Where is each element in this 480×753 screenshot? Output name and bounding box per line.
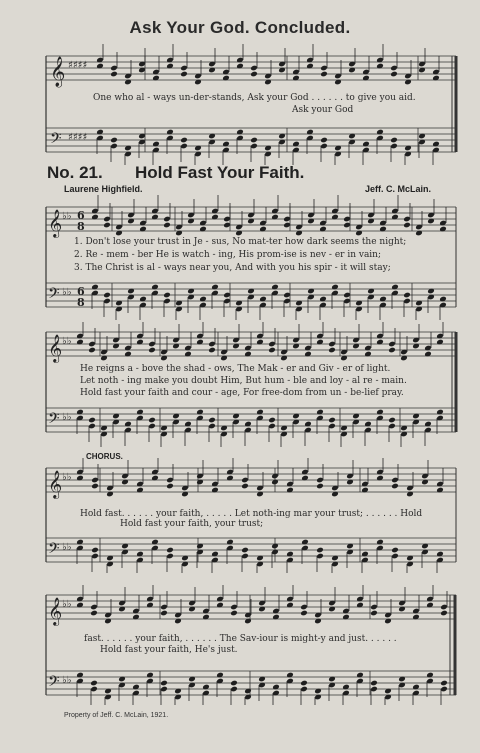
note-head <box>148 417 156 424</box>
note-head <box>110 137 118 144</box>
note-head <box>88 417 96 424</box>
svg-text:♭♭: ♭♭ <box>62 472 72 483</box>
svg-text:♭♭: ♭♭ <box>62 542 72 553</box>
note-head <box>163 292 171 299</box>
svg-text:𝄢: 𝄢 <box>48 410 60 431</box>
note-head <box>440 680 448 687</box>
note-head <box>440 610 448 617</box>
hymn-title: Hold Fast Your Faith. <box>135 163 305 182</box>
verse1-lyric-2: 2. Re - mem - ber He is watch - ing, His prom-ise is nev - er in vain; <box>74 250 382 260</box>
note-head <box>388 347 396 354</box>
note-head <box>268 347 276 354</box>
note-head <box>370 610 378 617</box>
chorus-label: CHORUS. <box>86 452 123 461</box>
note-head <box>250 71 258 78</box>
concluded-title: Ask Your God. Concluded. <box>129 18 351 37</box>
note-head <box>391 483 399 490</box>
composer-credit: Jeff. C. McLain. <box>365 184 432 194</box>
svg-text:8: 8 <box>77 296 85 309</box>
note-head <box>90 610 98 617</box>
verse1-lyric-3: 3. The Christ is al - ways near you, And with you his spir - it will stay; <box>74 263 391 273</box>
top-lyric-line-2: Ask your God <box>292 105 354 115</box>
note-head <box>208 417 216 424</box>
chorus1-lyric-lower: Hold fast your faith, your trust; <box>120 519 264 529</box>
note-head <box>370 680 378 687</box>
note-head <box>163 222 171 229</box>
note-head <box>250 137 258 144</box>
note-head <box>208 347 216 354</box>
svg-text:♭♭: ♭♭ <box>62 412 72 423</box>
note-head <box>300 680 308 687</box>
svg-text:♭♭: ♭♭ <box>62 599 72 610</box>
verse1-lyric-1: 1. Don't lose your trust in Je - sus, No mat-ter how dark seems the night; <box>74 237 407 247</box>
verse2-lyric-3: Hold fast your faith and cour - age, For free-dom from un - be-lief pray. <box>80 388 404 398</box>
note-head <box>91 483 99 490</box>
chorus1-lyric-upper: Hold fast. . . . . . your faith, . . . . . Let noth-ing mar your trust; . . . . . . Hold <box>80 509 423 519</box>
svg-text:6: 6 <box>77 285 85 298</box>
note-head <box>268 417 276 424</box>
note-head <box>103 292 111 299</box>
note-head <box>320 137 328 144</box>
verse2-lyric-2: Let noth - ing make you doubt Him, But hum - ble and loy - al re - main. <box>80 376 407 386</box>
svg-text:𝄞: 𝄞 <box>50 57 66 87</box>
note-head <box>391 547 399 554</box>
copyright-footer: Property of Jeff. C. McLain, 1921. <box>64 712 169 719</box>
svg-text:𝄞: 𝄞 <box>48 470 63 498</box>
svg-text:6: 6 <box>77 209 85 222</box>
svg-text:𝄞: 𝄞 <box>48 209 63 237</box>
svg-text:♭♭: ♭♭ <box>62 336 72 347</box>
top-lyric-line-1: One who al - ways un-der-stands, Ask your God . . . . . . to give you aid. <box>93 93 416 103</box>
note-head <box>403 222 411 229</box>
note-head <box>316 547 324 554</box>
note-head <box>148 347 156 354</box>
verse2-lyric-1: He reigns a - bove the shad - ows, The Mak - er and Giv - er of light. <box>80 364 391 374</box>
svg-text:𝄢: 𝄢 <box>48 673 60 694</box>
note-head <box>180 71 188 78</box>
svg-text:♭♭: ♭♭ <box>62 211 72 222</box>
note-head <box>160 610 168 617</box>
svg-text:𝄢: 𝄢 <box>48 540 60 561</box>
note-head <box>91 547 99 554</box>
note-head <box>320 71 328 78</box>
note-head <box>403 292 411 299</box>
note-head <box>328 347 336 354</box>
note-head <box>390 71 398 78</box>
note-head <box>230 610 238 617</box>
svg-text:♯♯♯♯: ♯♯♯♯ <box>68 132 88 143</box>
note-head <box>166 483 174 490</box>
svg-text:8: 8 <box>77 220 85 233</box>
chorus2-lyric-upper: fast. . . . . . your faith, . . . . . . The Sav-iour is might-y and just. . . . . . <box>84 634 397 644</box>
svg-text:♭♭: ♭♭ <box>62 675 72 686</box>
note-head <box>316 483 324 490</box>
note-head <box>388 417 396 424</box>
svg-text:𝄞: 𝄞 <box>48 597 63 625</box>
note-head <box>180 137 188 144</box>
svg-text:♯♯♯♯: ♯♯♯♯ <box>68 60 88 71</box>
note-head <box>328 417 336 424</box>
note-head <box>110 71 118 78</box>
author-credit: Laurene Highfield. <box>64 184 143 194</box>
note-head <box>241 547 249 554</box>
svg-text:𝄞: 𝄞 <box>48 334 63 362</box>
note-head <box>103 222 111 229</box>
note-head <box>90 680 98 687</box>
staff-system-chorus-2 <box>0 585 480 705</box>
note-head <box>300 610 308 617</box>
note-head <box>88 347 96 354</box>
svg-text:𝄢: 𝄢 <box>50 130 62 151</box>
hymn-number: No. 21. <box>47 163 103 182</box>
note-head <box>230 680 238 687</box>
chorus2-lyric-lower: Hold fast your faith, He's just. <box>100 645 238 655</box>
note-head <box>241 483 249 490</box>
note-head <box>166 547 174 554</box>
svg-text:♭♭: ♭♭ <box>62 287 72 298</box>
note-head <box>160 680 168 687</box>
note-head <box>390 137 398 144</box>
svg-text:𝄢: 𝄢 <box>48 285 60 306</box>
